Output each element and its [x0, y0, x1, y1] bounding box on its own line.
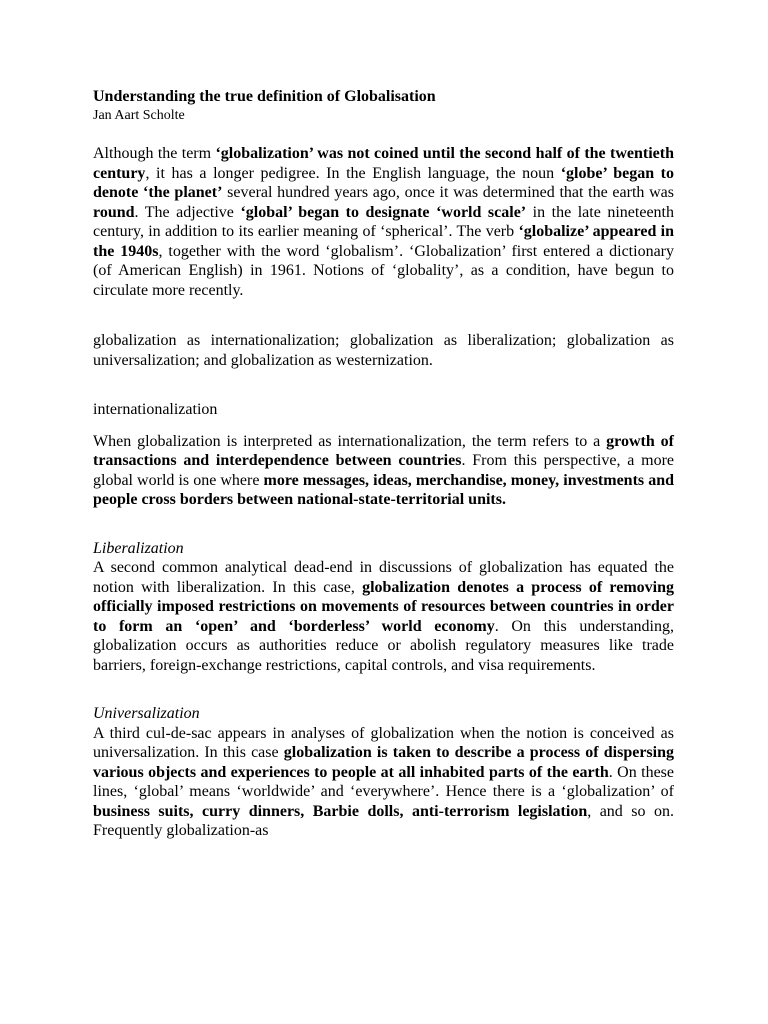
bold-run: ‘globalize’ appeared in the 1940s [93, 223, 675, 260]
text-run: . On this understanding, globalization occurs as authorities reduce or abolish regulatory measures like trade barriers, foreign-exchange restrictions, capital controls, and visa requirements. [93, 617, 674, 674]
universalization-heading: Universalization [93, 705, 200, 722]
text-run: in the late nineteenth century, in addition to its earlier meaning of ‘spherical’. The verb [93, 203, 675, 240]
intro-paragraph [93, 144, 674, 300]
bold-run: ‘globalization’ was not coined until the second half of the twentieth century [93, 145, 674, 182]
bold-run: round [93, 203, 135, 221]
text-run: . The adjective [134, 203, 241, 221]
bold-run: ‘global’ began to designate ‘world scale’ [240, 203, 527, 221]
text-run: A second common analytical dead-end in discussions of globalization has equated the notion with liberalization. In this case, [93, 559, 674, 596]
universalization-paragraph [93, 724, 674, 841]
text-run: , and so on. Frequently globalization-as [93, 802, 674, 839]
text-run: . On these lines, ‘global’ means ‘worldwide’ and ‘everywhere’. Hence there is a ‘globalization’ of [93, 763, 674, 800]
bold-run: globalization is taken to describe a process of dispersing various objects and experiences to people at all inhabited parts of the earth [93, 744, 674, 781]
bold-run: growth of transactions and interdependence between countries [93, 432, 674, 469]
internationalization-paragraph [93, 432, 674, 510]
text-run: A third cul-de-sac appears in analyses of globalization when the notion is conceived as universalization. In this case [93, 724, 674, 761]
text-run: When globalization is interpreted as internationalization, the term refers to a [93, 432, 607, 450]
internationalization-heading: internationalization [93, 401, 218, 418]
text-run: several hundred years ago, once it was determined that the earth was [222, 184, 675, 201]
bold-run: globalization denotes a process of removing officially imposed restrictions on movements of resources between countries in order to form an ‘open’ and ‘borderless’ world economy [93, 578, 675, 635]
definitions-list-paragraph: globalization as internationalization; globalization as liberalization; globalization as universalization; and globalization as westernization. [93, 332, 674, 369]
text-run: , it has a longer pedigree. In the English language, the noun [145, 164, 561, 182]
document-title: Understanding the true definition of Globalisation [93, 88, 436, 105]
liberalization-heading: Liberalization [93, 539, 184, 557]
bold-run: business suits, curry dinners, Barbie dolls, anti-terrorism legislation [93, 802, 588, 820]
document-content [93, 87, 674, 841]
bold-run: more messages, ideas, merchandise, money, investments and people cross borders between national-state-territorial units. [93, 471, 675, 508]
bold-run: ‘globe’ began to denote ‘the planet’ [93, 164, 674, 201]
text-run: . From this perspective, a more global world is one where [93, 452, 674, 489]
document-author: Jan Aart Scholte [93, 108, 185, 123]
liberalization-paragraph [93, 558, 674, 675]
text-run: Although the term [93, 145, 216, 162]
text-run: , together with the word ‘globalism’. ‘Globalization’ first entered a dictionary (of American English) in 1961. Notions of ‘globality’, as a condition, have begun to circulate more recently. [93, 242, 674, 299]
